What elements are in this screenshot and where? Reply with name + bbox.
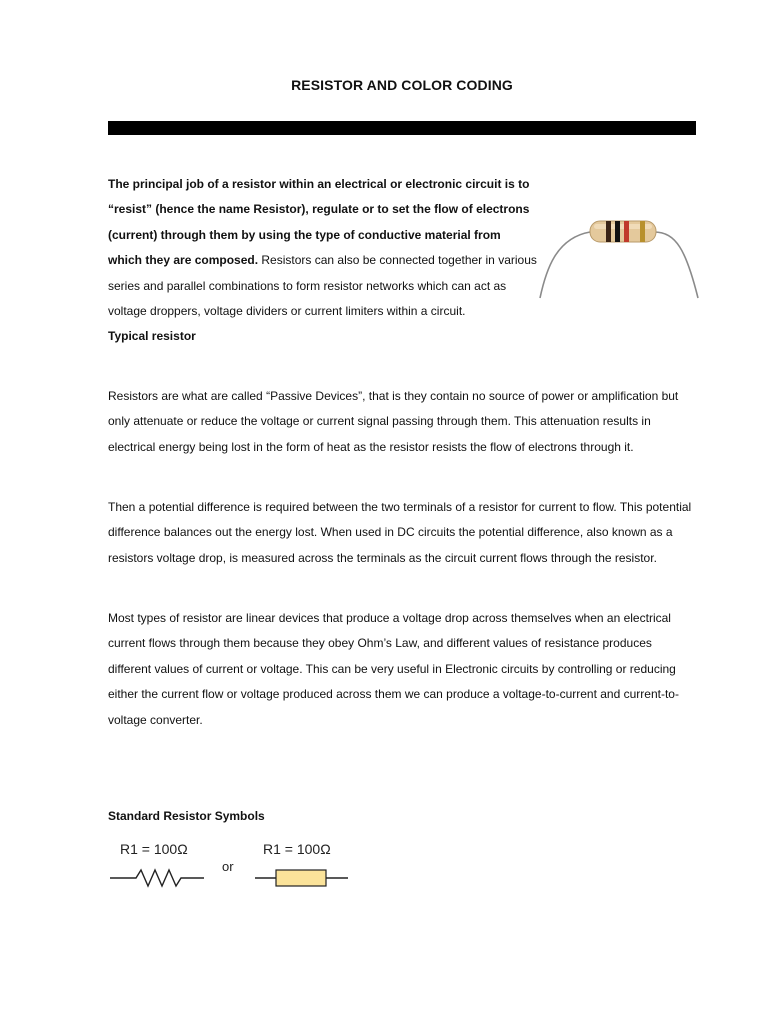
- paragraph-passive-devices: Resistors are what are called “Passive Devices”, that is they contain no source of power or amplification but only attenuate or reduce the voltage or current signal passing through them. This attenuation results in electrical energy being lost in the form of heat as the resistor resists the flow of electrons through it.: [108, 389, 679, 454]
- title-divider-bar: [108, 121, 696, 135]
- box-resistor-symbol: [276, 870, 326, 886]
- intro-regular-text: Resistors can also be connected together in various series and parallel combinations to form resistor networks which can act as voltage droppers, voltage dividers or current limiters within a circuit.: [108, 253, 537, 319]
- resistor-symbols-diagram: [108, 836, 358, 896]
- intro-bold-text: The principal job of a resistor within an electrical or electronic circuit is to “resist” (hence the name Resistor), regulate or to set the flow of electrons (current) through them by using the type of conductive material from which they are composed.: [108, 177, 530, 268]
- symbols-heading: Standard Resistor Symbols: [108, 809, 265, 823]
- document-title: RESISTOR AND COLOR CODING: [291, 77, 513, 93]
- zigzag-resistor-symbol: [110, 870, 204, 886]
- intro-paragraph: [108, 172, 538, 324]
- resistor-image-caption: Typical resistor: [108, 329, 196, 343]
- resistor-photo: [536, 210, 700, 302]
- paragraph-ohms-law: Most types of resistor are linear devices that produce a voltage drop across themselves when an electrical current flows through them because they obey Ohm’s Law, and different values of resistance produces different values of current or voltage. This can be very useful in Electronic circuits by controlling or reducing either the current flow or voltage produced across them we can produce a voltage-to-current and current-to-voltage converter.: [108, 611, 679, 727]
- paragraph-potential-difference: Then a potential difference is required between the two terminals of a resistor for current to flow. This potential difference balances out the energy lost. When used in DC circuits the potential difference, also known as a resistors voltage drop, is measured across the terminals as the circuit current flows through the resistor.: [108, 500, 692, 565]
- zigzag-symbol-label: R1 = 100Ω: [120, 841, 188, 857]
- box-symbol-label: R1 = 100Ω: [263, 841, 331, 857]
- symbols-or-text: or: [222, 859, 234, 874]
